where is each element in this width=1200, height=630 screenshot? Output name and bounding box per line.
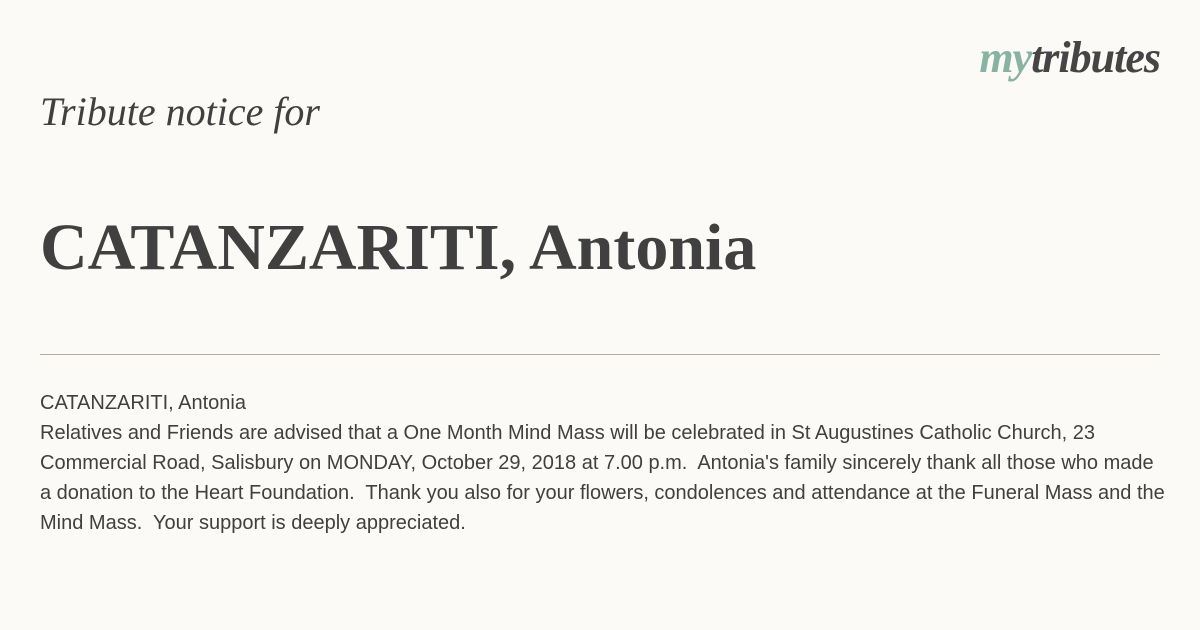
notice-body: Relatives and Friends are advised that a One Month Mind Mass will be celebrated in St Augustines Catholic Church, 23 Commercial Road, Salisbury on MONDAY, October 29, 2018 at 7.00 p.m. Antonia's family sincerely thank all those who made a donation to the Heart Foundation. Thank you also for your flowers, condolences and attendance at the Funeral Mass and the Mind Mass. Your support is deeply appreciated. [40,422,1171,534]
logo-my: my [979,33,1032,82]
tribute-subtitle: Tribute notice for [40,89,320,134]
deceased-name: CATANZARITI, Antonia [40,211,757,284]
logo-tributes: tributes [1031,33,1160,82]
notice-text [40,388,1171,538]
notice-heading: CATANZARITI, Antonia [40,392,246,414]
mytributes-logo[interactable] [979,33,1160,82]
divider [40,354,1160,355]
